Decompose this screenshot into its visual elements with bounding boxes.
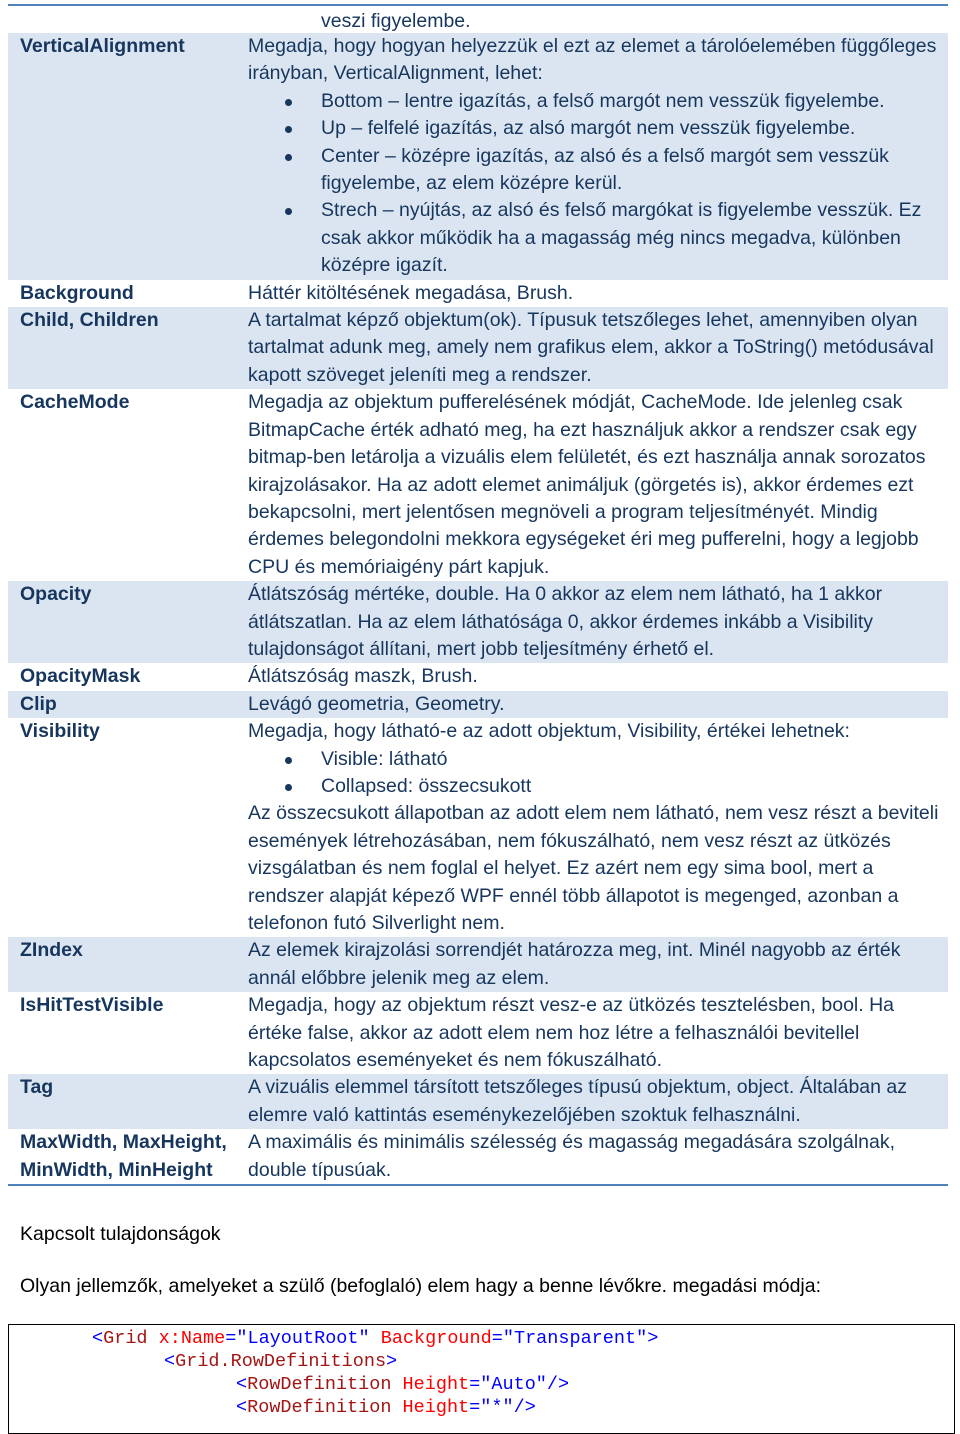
property-name: VerticalAlignment (8, 33, 248, 280)
code-tag: Grid.RowDefinitions (175, 1351, 387, 1372)
property-name: Opacity (8, 581, 248, 663)
description-text: Megadja, hogy hogyan helyezzük el ezt az elemet a tárolóelemében függőleges irányban, VerticalAlignment, lehet: (248, 35, 937, 85)
table-row (8, 307, 948, 389)
list-item: Center – középre igazítás, az alsó és a felső margót sem vesszük figyelembe, az elem középre kerül. (248, 143, 942, 198)
list-item: Collapsed: összecsukott (248, 773, 942, 800)
property-description: Átlátszóság maszk, Brush. (248, 665, 478, 688)
code-block (8, 1324, 955, 1434)
table-row (8, 1129, 948, 1185)
property-description (248, 33, 948, 280)
properties-table (8, 33, 948, 1186)
property-description: A maximális és minimális szélesség és magasság megadására szolgálnak, double típusúak. (248, 1129, 948, 1185)
list-item: Up – felfelé igazítás, az alsó margót nem vesszük figyelembe. (248, 115, 942, 142)
property-description: A vizuális elemmel társított tetszőleges típusú objektum, object. Általában az elemre való kattintás eseménykezelőjében szoktuk felhasználni. (248, 1074, 948, 1129)
table-row (8, 1074, 948, 1129)
top-table-border (8, 4, 948, 6)
code-attribute: Height (402, 1397, 470, 1418)
property-description: Átlátszóság mértéke, double. Ha 0 akkor az elem nem látható, ha 1 akkor átlátszatlan. Ha az elem láthatósága 0, akkor érdemes inkább a Visibility tulajdonságot állítani, mert jobb teljesítmény érhető el. (248, 581, 948, 663)
table-caption: Kapcsolt tulajdonságok (20, 1223, 221, 1245)
code-tag: Grid (103, 1328, 148, 1349)
code-tag: RowDefinition (247, 1397, 392, 1418)
code-value: "Transparent" (502, 1328, 648, 1349)
table-row (8, 389, 948, 581)
table-row (8, 718, 948, 937)
table-row (8, 33, 948, 280)
body-paragraph: Olyan jellemzők, amelyeket a szülő (befoglaló) elem hagy a benne lévőkre. megadási módja: (20, 1275, 822, 1297)
property-description: A tartalmat képző objektum(ok). Típusuk tetszőleges lehet, amennyiben olyan tartalmat adunk meg, amely nem grafikus elem, akkor a ToString() metódusával kapott szöveget jeleníti meg a rendszer. (248, 307, 948, 389)
table-row (8, 691, 948, 718)
property-description: Háttér kitöltésének megadása, Brush. (248, 281, 574, 304)
list-item: Bottom – lentre igazítás, a felső margót nem vesszük figyelembe. (248, 88, 942, 115)
code-line: <Grid.RowDefinitions> (164, 1351, 398, 1372)
code-attribute: Background (380, 1328, 492, 1349)
description-note: Az összecsukott állapotban az adott elem nem látható, nem vesz részt a beviteli események létrehozásában, nem fókuszálható, nem vesz részt az ütközés vizsgálatban és nem foglal el helyet. Ez azért nem egy sima bool, mert a rendszer alapját képező WPF ennél több állapotot is megenged, azonban a telefonon futó Silverlight nem. (248, 802, 939, 934)
table-row (8, 937, 948, 992)
property-name: Child, Children (8, 307, 248, 389)
continued-text-fragment: veszi figyelembe. (321, 10, 471, 32)
table-row (8, 581, 948, 663)
code-tag: RowDefinition (247, 1374, 392, 1395)
property-name: Clip (8, 691, 248, 718)
code-line: <RowDefinition Height="*"/> (236, 1397, 536, 1418)
list-item: Strech – nyújtás, az alsó és felső margókat is figyelembe vesszük. Ez csak akkor működik ha a magasság még nincs megadva, különben középre igazít. (248, 197, 942, 279)
code-value: "Auto" (480, 1374, 547, 1395)
table-row (8, 663, 948, 690)
code-attribute: Height (402, 1374, 470, 1395)
property-name: OpacityMask (20, 665, 141, 688)
property-description: Levágó geometria, Geometry. (248, 691, 948, 718)
value-list (248, 746, 942, 801)
description-text: Megadja, hogy látható-e az adott objektum, Visibility, értékei lehetnek: (248, 720, 850, 743)
code-line: <Grid x:Name="LayoutRoot" Background="Transparent"> (92, 1328, 659, 1349)
property-name: Background (20, 281, 134, 304)
code-value: "*" (480, 1397, 514, 1418)
property-name: Visibility (20, 720, 100, 743)
table-row (8, 992, 948, 1074)
property-description: Megadja az objektum pufferelésének módját, CacheMode. Ide jelenleg csak BitmapCache érték adható meg, ha ezt használjuk akkor a rendszer csak egy bitmap-ben letárolja a vizuális elem felületét, és ezt használja annak sorozatos kirajzolásakor. Ha az adott elemet animáljuk (görgetés is), akkor érdemes ezt bekapcsolni, mert jelentősen megnöveli a program teljesítményét. Mindig érdemes belegondolni mekkora egységeket éri meg pufferelni, hogy a legjobb CPU és memóriaigény párt kapjuk. (248, 391, 926, 578)
code-line: <RowDefinition Height="Auto"/> (236, 1374, 570, 1395)
value-list (248, 88, 942, 280)
property-name: IsHitTestVisible (20, 994, 164, 1017)
code-value: "LayoutRoot" (236, 1328, 370, 1349)
property-name: ZIndex (8, 937, 248, 992)
property-description (248, 718, 948, 937)
property-name: Tag (8, 1074, 248, 1129)
property-description: Az elemek kirajzolási sorrendjét határozza meg, int. Minél nagyobb az érték annál előbbre jelenik meg az elem. (248, 937, 948, 992)
property-name: CacheMode (20, 391, 130, 414)
property-description: Megadja, hogy az objektum részt vesz-e az ütközés tesztelésben, bool. Ha értéke false, akkor az adott elem nem hoz létre a felhasználói bevitellel kapcsolatos eseményeket és nem fókuszálható. (248, 994, 895, 1072)
list-item: Visible: látható (248, 746, 942, 773)
code-attribute: x:Name (158, 1328, 226, 1349)
table-row (8, 280, 948, 307)
property-name: MaxWidth, MaxHeight, MinWidth, MinHeight (8, 1129, 248, 1185)
